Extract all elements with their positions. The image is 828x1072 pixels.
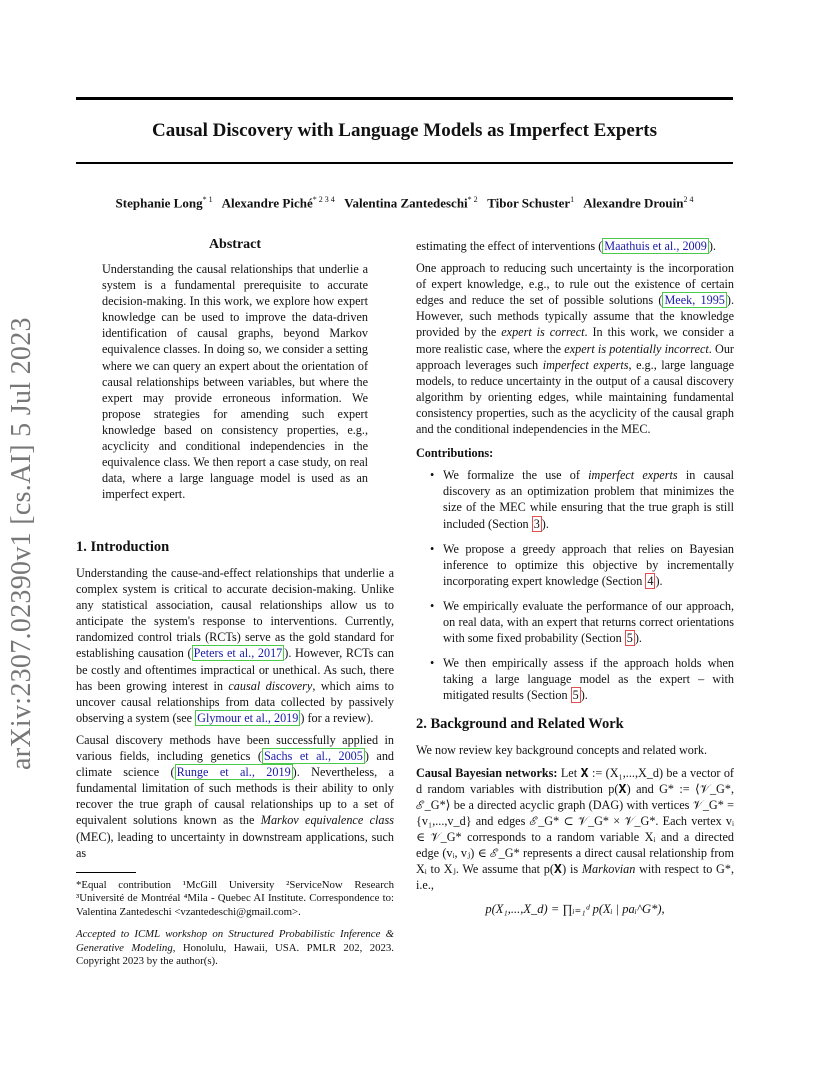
author-affil: 1 (570, 195, 575, 204)
section-ref-link[interactable]: 3 (533, 516, 540, 531)
list-item: • We propose a greedy approach that relies on Bayesian inference to optimize this objective by incrementally incorporating expert knowledge (Section 4 ). (443, 541, 734, 589)
citation-link[interactable]: Runge et al., 2019 (176, 765, 291, 780)
contributions-list (416, 467, 734, 703)
footnote-rule (76, 872, 136, 873)
approach-paragraph: One approach to reducing such uncertainty is the incorporation of expert knowledge, e.g., to rule out the existence of certain edges and reduce the set of possible solutions ( Meek, 1995 ). However, such methods typically assume that the knowledge provided by the expert is correct. In this work, we consider a more realistic case, where the expert is potentially incorrect. Our approach leverages such imperfect experts, e.g., large language models, to reduce uncertainty in the output of a causal discovery algorithm by orienting edges, while maintaining fundamental consistency properties, such as the acyclicity of the causal graph and the conditional independencies in the MEC. (416, 261, 735, 437)
section-ref-link[interactable]: 5 (572, 688, 579, 703)
author-affil: * 2 3 4 (312, 195, 335, 204)
author-affil: * 2 (467, 195, 478, 204)
author-list (76, 190, 733, 213)
list-item: • We empirically evaluate the performance of our approach, on real data, with an expert that returns correct orientations with some fixed probability (Section 5 ). (443, 598, 734, 646)
section-ref-link[interactable]: 5 (626, 631, 633, 646)
author-affil: 2 4 (683, 195, 694, 204)
arxiv-stamp: arXiv:2307.02390v1 [cs.AI] 5 Jul 2023 (6, 317, 37, 770)
accepted-notice: Accepted to ICML workshop on Structured Probabilistic Inference & Generative Modeling, Honolulu, Hawaii, USA. PMLR 202, 2023. Copyright 2023 by the author(s). (76, 928, 394, 968)
footnote-text: *Equal contribution ¹McGill University ²ServiceNow Research ³Université de Montréal ⁴Mila - Quebec AI Institute. Correspondence to: Valentina Zantedeschi <vzantedeschi@gmail.com>. (76, 879, 394, 918)
top-rule (76, 97, 733, 100)
author-name: Valentina Zantedeschi (344, 195, 468, 211)
equation: p(X₁,...,X_d) = ∏ᵢ₌₁ᵈ p(Xᵢ | paᵢ^G*), (485, 902, 665, 917)
section-ref-link[interactable]: 4 (647, 573, 654, 588)
author-name: Alexandre Drouin (583, 195, 684, 211)
introduction-section (76, 538, 394, 867)
abstract-heading: Abstract (208, 237, 262, 252)
list-item: • We formalize the use of imperfect experts in causal discovery as an optimization problem that minimizes the size of the MEC while ensuring that the true graph is still included (Section 3 ). (443, 467, 734, 531)
citation-link[interactable]: Peters et al., 2017 (193, 646, 283, 661)
continued-paragraph: estimating the effect of interventions ( Maathuis et al., 2009 ). (416, 239, 716, 253)
abstract-text: Understanding the causal relationships that underlie a system is a fundamental prerequisite to accurate decision-making. In this work, we explore how expert knowledge can be used to improve the data-driven identification of causal graphs, beyond Markov equivalence classes. In doing so, we consider a setting where we can query an expert about the orientation of causal relationships between variables, but where the expert may provide erroneous information. We propose strategies for amending such expert knowledge based on consistency properties, e.g., acyclicity and conditional independencies in the equivalence class. We then report a case study, on real data, where a large language model is used as an imperfect expert. (102, 262, 368, 502)
title-rule (76, 162, 733, 164)
citation-link[interactable]: Sachs et al., 2005 (263, 749, 363, 764)
section-heading: 2. Background and Related Work (416, 716, 624, 733)
section-heading: 1. Introduction (76, 539, 170, 555)
left-column (76, 236, 394, 502)
author-name: Alexandre Piché (221, 195, 313, 211)
background-intro: We now review key background concepts and related work. (416, 743, 708, 758)
intro-paragraph-2: Causal discovery methods have been successfully applied in various fields, including genetics ( Sachs et al., 2005 ) and climate science ( Runge et al., 2019 ). Nevertheless, a fundamental limitation of such methods is their ability to only recover the true graph of causal relationships up to a set of equivalent solutions known as the Markov equivalence class (MEC), leading to uncertainty in downstream applications, such as (76, 732, 395, 860)
citation-link[interactable]: Meek, 1995 (664, 293, 725, 308)
cbn-paragraph: Causal Bayesian networks: Let 𝐗 := (X₁,...,X_d) be a vector of d random variables with distribution p(𝐗) and G* := ⟨𝒱_G*, ℰ_G*⟩ be a directed acyclic graph (DAG) with vertices 𝒱_G* = {v₁,...,v_d} and edges ℰ_G* ⊂ 𝒱_G* × 𝒱_G*. Each vertex vᵢ ∈ 𝒱_G* corresponds to a random variable Xᵢ and a directed edge (vᵢ, vⱼ) ∈ ℰ_G* represents a direct causal relationship from Xᵢ to Xⱼ. We assume that p(𝐗) is Markovian with respect to G*, i.e., (416, 765, 734, 893)
right-column (416, 238, 734, 917)
author-name: Tibor Schuster (487, 195, 571, 211)
citation-link[interactable]: Maathuis et al., 2009 (604, 239, 707, 253)
footnote-block (76, 872, 394, 968)
intro-paragraph-1: Understanding the cause-and-effect relationships that underlie a complex system is critical to accurate decision-making. Unlike any statistical association, causal relationships allow us to anticipate the system's response to interventions. Currently, randomized control trials (RCTs) serve as the gold standard for establishing causation ( Peters et al., 2017 ). However, RCTs can be costly and oftentimes impractical or unethical. As such, there has been growing interest in causal discovery, which aims to uncover causal relationships from data collected by passively observing a system (see Glymour et al., 2019 ) for a review). (76, 566, 394, 725)
paper-title: Causal Discovery with Language Models as Imperfect Experts (151, 120, 658, 141)
list-item: • We then empirically assess if the approach holds when taking a large language model as the expert – with mitigated results (Section 5 ). (443, 655, 734, 703)
contributions-heading: Contributions: (416, 446, 494, 461)
author-affil: * 1 (202, 195, 213, 204)
author-name: Stephanie Long (115, 195, 203, 211)
citation-link[interactable]: Glymour et al., 2019 (197, 710, 299, 725)
